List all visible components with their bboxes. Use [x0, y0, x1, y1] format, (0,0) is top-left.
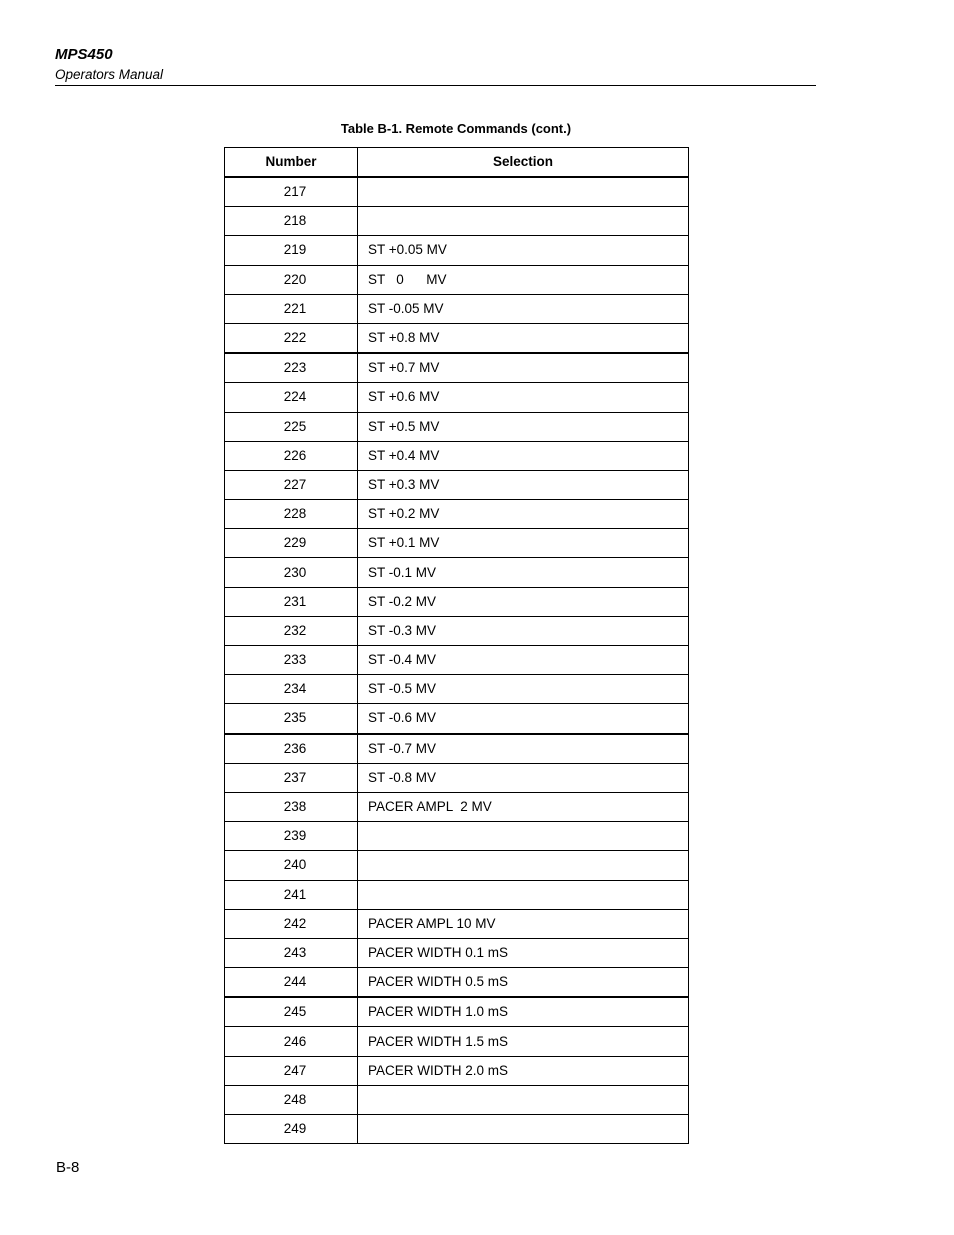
- table-row: [225, 704, 689, 734]
- command-selection: ST +0.8 MV: [358, 323, 689, 353]
- table-caption: Table B-1. Remote Commands (cont.): [340, 121, 572, 136]
- table-row: [225, 177, 689, 207]
- command-number: 228: [225, 500, 358, 529]
- command-number: 223: [225, 353, 358, 383]
- remote-commands-table: [224, 147, 689, 1144]
- command-number: 232: [225, 616, 358, 645]
- command-selection: PACER WIDTH 1.0 mS: [358, 997, 689, 1027]
- table-row: [225, 675, 689, 704]
- table-row: [225, 616, 689, 645]
- table-row: [225, 997, 689, 1027]
- command-selection: ST +0.5 MV: [358, 412, 689, 441]
- command-selection: ST -0.1 MV: [358, 558, 689, 587]
- command-number: 235: [225, 704, 358, 734]
- command-selection: PACER WIDTH 0.5 mS: [358, 968, 689, 998]
- table-row: [225, 294, 689, 323]
- command-selection: ST -0.5 MV: [358, 675, 689, 704]
- command-selection: ST -0.7 MV: [358, 734, 689, 764]
- command-number: 248: [225, 1085, 358, 1114]
- command-number: 225: [225, 412, 358, 441]
- command-selection: ST +0.2 MV: [358, 500, 689, 529]
- command-selection: ST +0.6 MV: [358, 383, 689, 412]
- table-row: [225, 1085, 689, 1114]
- command-selection: ST +0.3 MV: [358, 470, 689, 499]
- table-row: [225, 529, 689, 558]
- column-header-number: Number: [225, 148, 358, 178]
- table-row: [225, 587, 689, 616]
- command-number: 221: [225, 294, 358, 323]
- table-row: [225, 763, 689, 792]
- command-selection: ST +0.05 MV: [358, 236, 689, 265]
- command-selection: ST 0 MV: [358, 265, 689, 294]
- document-title: MPS450: [55, 46, 113, 63]
- table-row: [225, 441, 689, 470]
- table-row: [225, 353, 689, 383]
- table-row: [225, 412, 689, 441]
- command-number: 238: [225, 792, 358, 821]
- command-number: 245: [225, 997, 358, 1027]
- command-selection: [358, 851, 689, 880]
- command-number: 249: [225, 1115, 358, 1144]
- command-selection: [358, 880, 689, 909]
- table-row: [225, 880, 689, 909]
- command-number: 241: [225, 880, 358, 909]
- table-row: [225, 968, 689, 998]
- command-number: 226: [225, 441, 358, 470]
- page-header: [55, 46, 816, 86]
- table-row: [225, 236, 689, 265]
- table-row: [225, 558, 689, 587]
- table-row: [225, 734, 689, 764]
- command-selection: PACER WIDTH 0.1 mS: [358, 938, 689, 967]
- command-selection: ST -0.3 MV: [358, 616, 689, 645]
- command-number: 218: [225, 207, 358, 236]
- table-body: [225, 177, 689, 1144]
- command-number: 234: [225, 675, 358, 704]
- table-row: [225, 851, 689, 880]
- table-row: [225, 265, 689, 294]
- command-number: 236: [225, 734, 358, 764]
- table-row: [225, 822, 689, 851]
- table-row: [225, 792, 689, 821]
- command-selection: PACER WIDTH 2.0 mS: [358, 1056, 689, 1085]
- column-header-selection: Selection: [358, 148, 689, 178]
- table-header-row: [225, 148, 689, 178]
- command-selection: [358, 822, 689, 851]
- command-selection: PACER AMPL 2 MV: [358, 792, 689, 821]
- command-number: 237: [225, 763, 358, 792]
- table-row: [225, 938, 689, 967]
- command-number: 246: [225, 1027, 358, 1056]
- page-number: B-8: [56, 1159, 80, 1176]
- document-subtitle: Operators Manual: [55, 67, 164, 82]
- command-number: 231: [225, 587, 358, 616]
- command-number: 242: [225, 909, 358, 938]
- command-selection: [358, 1115, 689, 1144]
- table-row: [225, 1115, 689, 1144]
- table-row: [225, 500, 689, 529]
- command-selection: ST -0.6 MV: [358, 704, 689, 734]
- table-row: [225, 1027, 689, 1056]
- command-number: 230: [225, 558, 358, 587]
- command-selection: [358, 1085, 689, 1114]
- table-row: [225, 207, 689, 236]
- command-selection: ST -0.2 MV: [358, 587, 689, 616]
- command-number: 244: [225, 968, 358, 998]
- command-number: 227: [225, 470, 358, 499]
- command-selection: PACER AMPL 10 MV: [358, 909, 689, 938]
- command-selection: ST +0.4 MV: [358, 441, 689, 470]
- command-number: 224: [225, 383, 358, 412]
- command-selection: ST -0.05 MV: [358, 294, 689, 323]
- table-row: [225, 1056, 689, 1085]
- command-number: 217: [225, 177, 358, 207]
- table-row: [225, 323, 689, 353]
- command-number: 233: [225, 646, 358, 675]
- table-row: [225, 470, 689, 499]
- command-number: 222: [225, 323, 358, 353]
- command-number: 239: [225, 822, 358, 851]
- command-selection: ST +0.1 MV: [358, 529, 689, 558]
- table-row: [225, 646, 689, 675]
- command-selection: [358, 207, 689, 236]
- command-selection: [358, 177, 689, 207]
- command-selection: PACER WIDTH 1.5 mS: [358, 1027, 689, 1056]
- command-number: 247: [225, 1056, 358, 1085]
- command-number: 240: [225, 851, 358, 880]
- command-selection: ST -0.4 MV: [358, 646, 689, 675]
- command-number: 220: [225, 265, 358, 294]
- command-selection: ST -0.8 MV: [358, 763, 689, 792]
- command-selection: ST +0.7 MV: [358, 353, 689, 383]
- command-number: 219: [225, 236, 358, 265]
- table-row: [225, 909, 689, 938]
- command-number: 229: [225, 529, 358, 558]
- table-row: [225, 383, 689, 412]
- command-number: 243: [225, 938, 358, 967]
